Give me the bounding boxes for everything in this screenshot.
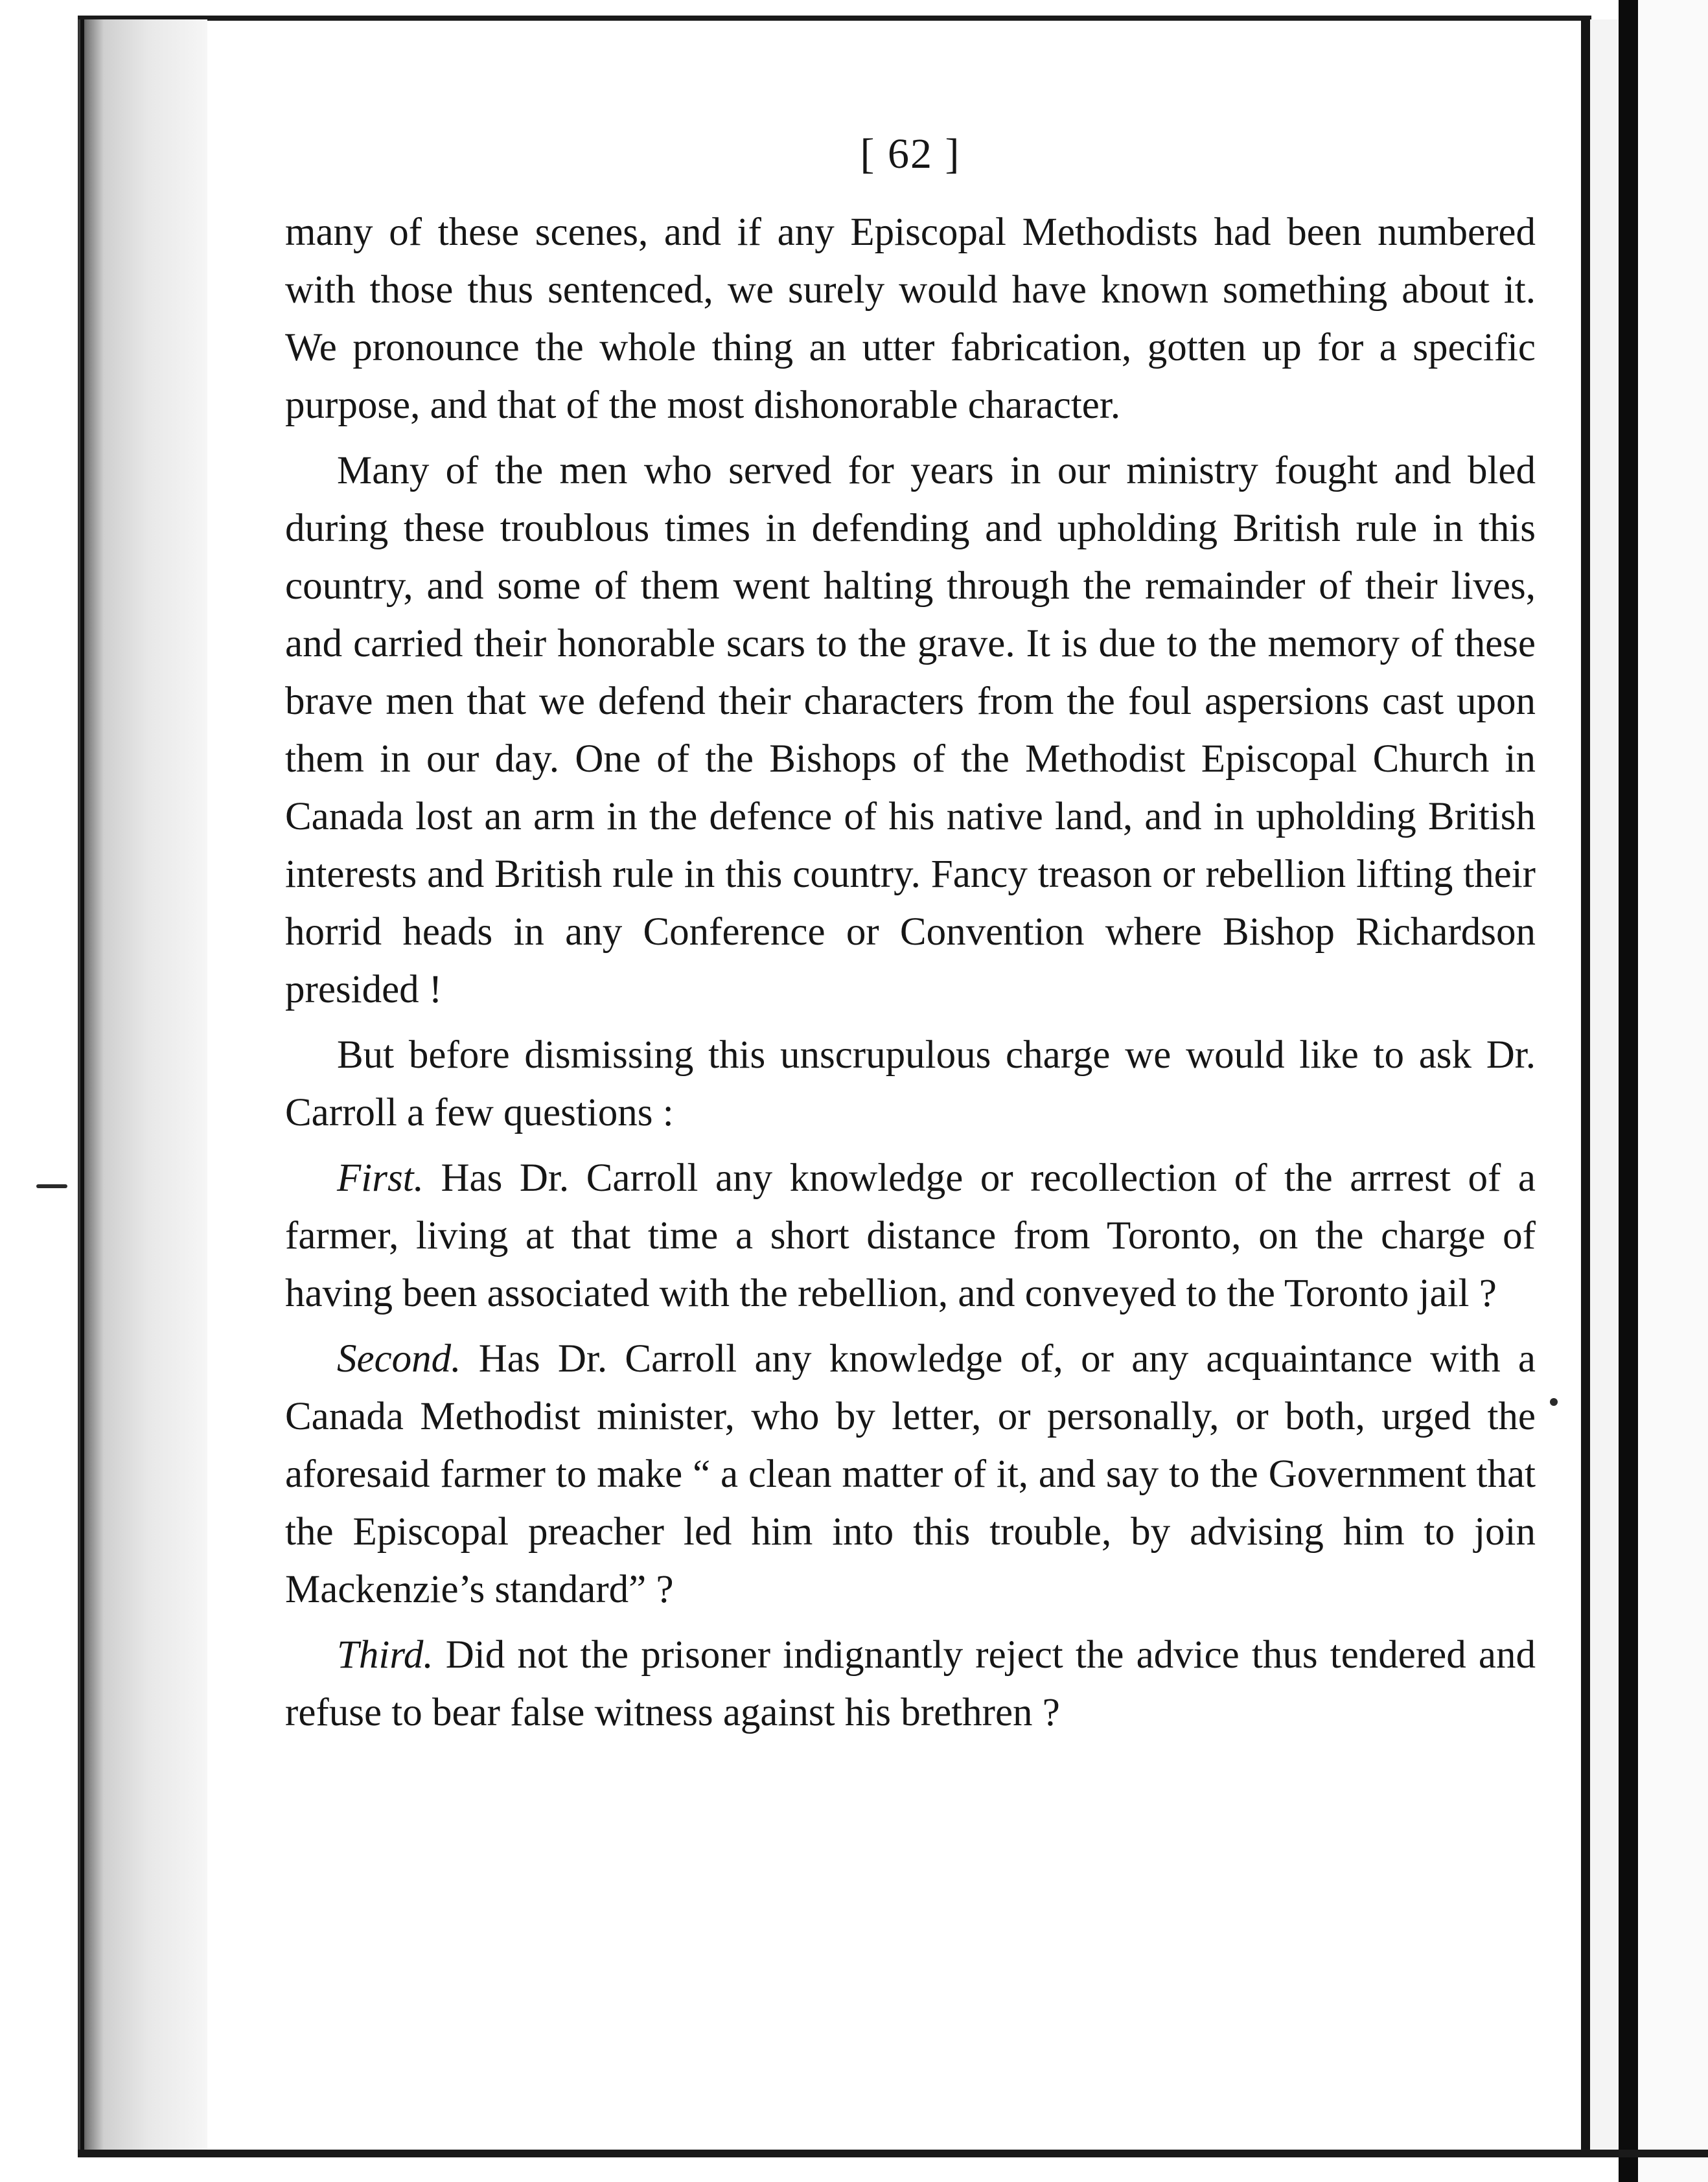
page-number: [ 62 ] — [860, 130, 961, 178]
right-margin-rule — [1581, 19, 1590, 2157]
paragraph — [285, 442, 1536, 1018]
paragraph — [285, 1026, 1536, 1142]
question-lead: Third. — [337, 1633, 433, 1677]
paragraph-text: Has Dr. Carroll any knowledge of, or any acquaintance with a Canada Methodist minister, who by letter, or personally, or both, urged the aforesaid farmer to make “ a clean matter of it, and say to the Government that the Episcopal preacher led him into this trouble, by advising him to join Mackenzie’s standard” ? — [285, 1337, 1536, 1611]
question-third — [285, 1626, 1536, 1741]
paragraph-text: many of these scenes, and if any Episcopal Methodists had been numbered with those thus sentenced, we surely would have known something about it. We pronounce the whole thing an utter fabrication, gotten up for a specific purpose, and that of the most dishonorable character. — [285, 211, 1536, 427]
right-gap — [1590, 19, 1619, 2157]
paragraph-text: Has Dr. Carroll any knowledge or recollection of the arrrest of a farmer, living at that time a short distance from Toronto, on the charge of having been associated with the rebellion, and conveyed to the Toronto jail ? — [285, 1156, 1536, 1315]
paragraph-text: Did not the prisoner indignantly reject the advice thus tendered and refuse to bear false witness against his brethren ? — [285, 1633, 1536, 1734]
next-page — [1638, 0, 1708, 2182]
next-page-edge — [1619, 0, 1638, 2182]
ink-speck — [1550, 1398, 1558, 1406]
question-lead: First. — [337, 1156, 424, 1200]
page-body — [285, 130, 1536, 1749]
paragraph-text: Many of the men who served for years in our ministry fought and bled during these troublous times in defending and upholding British rule in this country, and some of them went halting through the remainder of their lives, and carried their honorable scars to the grave. It is due to the memory of these brave men that we defend their characters from the foul aspersions cast upon them in our day. One of the Bishops of the Methodist Episcopal Church in Canada lost an arm in the defence of his native land, and in upholding British interests and British rule in this country. Fancy treason or rebellion lifting their horrid heads in any Conference or Convention where Bishop Richardson presided ! — [285, 449, 1536, 1011]
question-lead: Second. — [337, 1337, 461, 1381]
paragraph — [285, 203, 1536, 434]
book-edge-line — [80, 19, 84, 2157]
ink-speck — [36, 1184, 67, 1188]
book-edge — [78, 19, 207, 2157]
question-first — [285, 1149, 1536, 1322]
top-border — [78, 16, 1591, 21]
bottom-border — [78, 2150, 1708, 2157]
paragraph-text: But before dismissing this unscrupulous charge we would like to ask Dr. Carroll a few questions : — [285, 1033, 1536, 1134]
question-second — [285, 1330, 1536, 1618]
